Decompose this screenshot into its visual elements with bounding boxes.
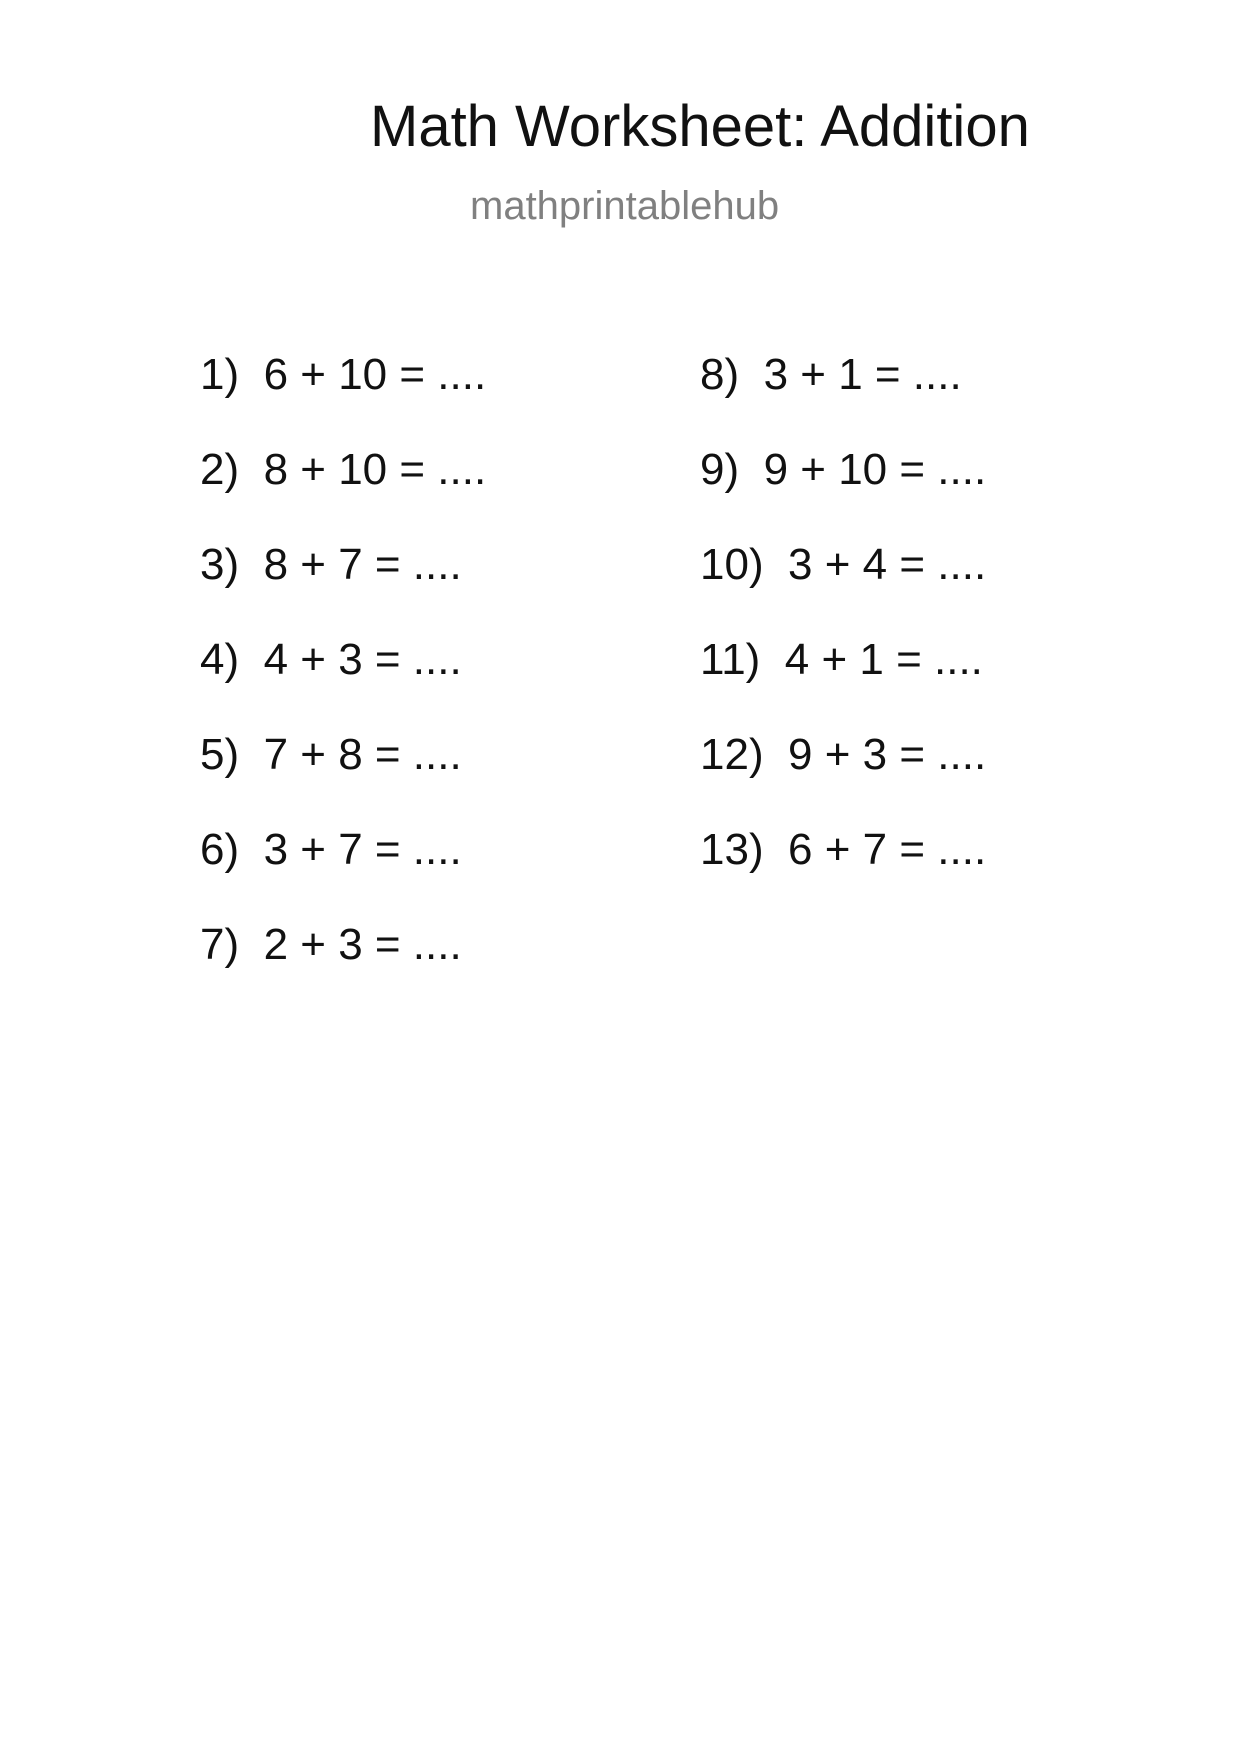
problem-expression: 6 + 7 = ....	[788, 825, 987, 874]
problem-number: 9)	[700, 445, 740, 494]
problem-item	[200, 540, 486, 638]
problem-number: 1)	[200, 350, 240, 399]
problem-item	[200, 635, 486, 733]
problem-number: 4)	[200, 635, 240, 684]
problem-number: 12)	[700, 730, 764, 779]
problem-number: 10)	[700, 540, 764, 589]
problem-item	[700, 350, 986, 448]
problem-number: 7)	[200, 920, 240, 969]
problem-expression: 8 + 7 = ....	[263, 540, 462, 589]
problem-expression: 8 + 10 = ....	[263, 445, 487, 494]
source-label: mathprintablehub	[470, 184, 780, 228]
problem-expression: 3 + 7 = ....	[263, 825, 462, 874]
problem-number: 5)	[200, 730, 240, 779]
problem-item	[700, 445, 987, 543]
problem-number: 13)	[700, 825, 764, 874]
problems-column-left	[200, 350, 487, 1018]
problem-number: 8)	[700, 350, 740, 399]
problems-column-right	[700, 350, 987, 923]
problem-expression: 2 + 3 = ....	[263, 920, 462, 969]
problem-expression: 3 + 1 = ....	[763, 350, 962, 399]
problem-item	[200, 350, 487, 448]
problem-number: 2)	[200, 445, 240, 494]
problem-item	[200, 825, 486, 923]
problem-expression: 9 + 10 = ....	[763, 445, 987, 494]
problem-item	[200, 445, 487, 543]
problem-number: 6)	[200, 825, 240, 874]
problem-expression: 4 + 1 = ....	[784, 635, 983, 684]
problem-expression: 6 + 10 = ....	[263, 350, 487, 399]
problem-item	[700, 540, 987, 638]
problem-expression: 3 + 4 = ....	[788, 540, 987, 589]
problem-expression: 9 + 3 = ....	[788, 730, 987, 779]
problem-item	[200, 920, 486, 1018]
problem-expression: 4 + 3 = ....	[263, 635, 462, 684]
problem-item	[700, 635, 986, 733]
problem-item	[700, 825, 987, 923]
problem-item	[200, 730, 486, 828]
problem-item	[700, 730, 987, 828]
problem-number: 11)	[700, 635, 761, 684]
problem-expression: 7 + 8 = ....	[263, 730, 462, 779]
page-title: Math Worksheet: Addition	[370, 94, 1030, 159]
problem-number: 3)	[200, 540, 240, 589]
